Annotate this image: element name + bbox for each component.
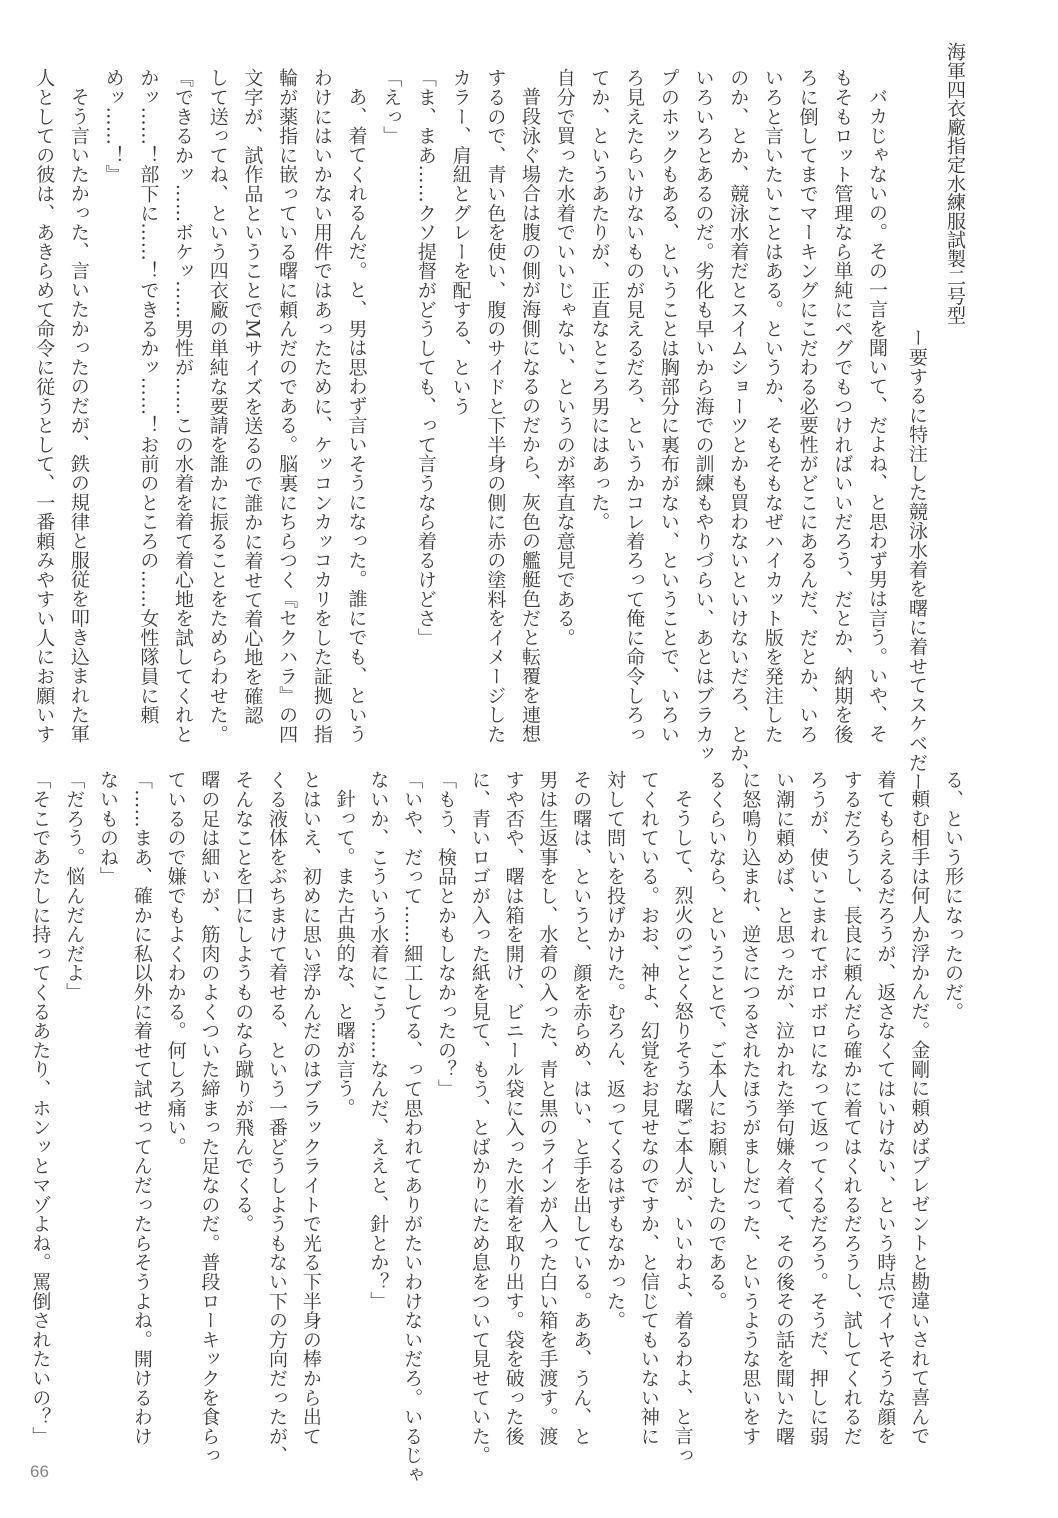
text-line: 針って。また古典的な、と曙が言う。 [333,789,356,1118]
text-line: 「だろう。悩んだんだよ」 [63,770,86,1002]
text-line: てくれている。おお、神よ、幻覚をお見せなのですか、と信じてもいない神に [637,770,660,1446]
text-line: いろいろとあるのだ。劣化も早いから海での訓練もやりづらい、あとはブラカッ [692,68,715,763]
text-line: 男は生返事をし、水着の入った、青と黒のラインが入った白い箱を手渡す。渡 [536,770,559,1446]
text-line: めッ……！』 [102,68,125,184]
text-line: 自分で買った水着でいいじゃない、というのが率直な意見である。 [553,68,576,647]
text-line: 『できるかッ……ボケッ……男性が……この水着を着て着心地を試してくれと [172,68,194,744]
text-line: くる液体をぶちまけて着せる、という一番どうしようもない下の方向だったが、 [266,770,288,1465]
text-line: ないか、こういう水着にこう……なんだ、ええと、針とか？」 [367,770,390,1311]
text-line: 普段泳ぐ場合は腹の側が海側になるのだから、灰色の艦艇色だと転覆を連想 [519,87,541,744]
upper-text-block [20,40,972,792]
page-number: 66 [30,1462,49,1481]
text-line: 対して問いを投げかけた。むろん、返ってくるはずもなかった。 [604,770,626,1330]
text-line: そうして、烈火のごとく怒りそうな曙ご本人が、いいわよ、着るわよ、と言っ [671,789,694,1465]
text-line: して送ってね、という四衣廠の単純な要請を誰かに振ることをためらわせた。 [206,68,229,744]
text-line: プのホックもある、ということは胸部分に裏布がない、ということで、いろい [657,68,680,744]
text-line: ないものね」 [97,770,119,886]
text-line: るくらいなら、ということで、ご本人にお願いしたのである。 [705,770,728,1311]
text-line: 「いや、だって……細工してる、って思われてありがたいわけないだろ。いるじゃ [401,770,424,1485]
text-line: てか、というあたりが、正直なところ男にはあった。 [588,68,611,532]
text-line: かッ……！部下に……！できるかッ……！お前のところの……女性隊員に頼 [137,68,160,725]
text-line: ろ見えたらいけないものが見えるだろ、というかコレ着ろって俺に命令しろっ [623,68,646,744]
text-line: 「もう、検品とかもしなかったの？」 [435,770,457,1099]
text-line: ているので嫌でもよくわかる。何しろ痛い。 [164,770,187,1156]
text-line: カラー、肩紐とグレーを配する、という [449,68,472,416]
text-line: に、青いロゴが入った紙を見て、もう、とばかりにため息をついて見せていた。 [468,770,491,1465]
text-line: するだろうし、長良に頼んだら確かに着てはくれるだろうし、試してくれるだ [840,770,863,1446]
text-line: る、という形になったのだ。 [942,770,964,1021]
text-line: 頼む相手は何人か浮かんだ。金剛に頼めばプレゼントと勘違いされて喜んで [908,789,931,1446]
text-line: その曙は、というと、顔を赤らめ、はい、と手を出している。ああ、うん、と [570,770,593,1446]
text-line: 「えっ」 [380,68,403,146]
text-line: 輪が薬指に嵌っている曙に頼んだのである。脳裏にちらつく『セクハラ』の四 [276,68,299,744]
text-line: ろに倒してまでマーキングにこだわる必要性がどこにあるんだ、だとか、いろ [796,68,819,744]
text-line: 着てもらえるだろうが、返さなくてはいけない、という時点でイヤそうな顔を [874,770,897,1446]
story-title: 海軍四衣廠指定水練服試製二号型 [944,42,966,325]
text-line: い潮に頼めば、と思ったが、泣かれた挙句嫌々着て、その後その話を聞いた曙 [773,770,795,1446]
text-line: 人としての彼は、あきらめて命令に従うとして、一番頼みやすい人にお願いす [33,68,56,744]
text-line: 文字が、試作品ということでMサイズを送るので誰かに着せて着心地を確認 [241,68,264,725]
text-line: 「……まあ、確かに私以外に着せて試せってんだったらそうよね。開けるわけ [130,770,153,1446]
text-line: わけにはいかない用件ではあったために、ケッコンカッコカリをした証拠の指 [310,68,333,744]
text-line: 「ま、まあ……クソ提督がどうしても、って言うなら着るけどさ」 [414,68,437,647]
text-line: とはいえ、初めに思い浮かんだのはブラックライトで光る下半身の棒から出て [299,770,322,1446]
text-line: バカじゃないの。その一言を聞いて、だよね、と思わず男は言う。いや、そ [866,87,888,744]
text-line: するので、青い色を使い、腹のサイドと下半身の側に赤の塗料をイメージした [484,68,507,744]
story-subtitle: ー要するに特注した競泳水着を曙に着せてスケベだー [906,328,928,792]
text-line: そんなことを口にしようものなら蹴りが飛んでくる。 [232,770,255,1234]
text-line: そう言いたかった、言いたかったのだが、鉄の規律と服従を叩き込まれた軍 [67,87,90,744]
text-line: すや否や、曙は箱を開け、ビニール袋に入った水着を取り出す。袋を破った後 [502,770,525,1446]
text-line: のか、とか、競泳水着だとスイムショーツとかも買わないといけないだろ、とか、 [727,68,750,783]
text-line: 曙の足は細いが、筋肉のよくついた締まった足なのだ。普段ローキックを食らっ [198,770,221,1465]
text-line: 「そこであたしに持ってくるあたり、ホンッとマゾよね。罵倒されたいの？」 [29,770,52,1446]
text-line: もそもロット管理なら単純にペグでもつければいいだろう、だとか、納期を後 [831,68,854,744]
text-line: いろと言いたいことはある。というか、そもそもなぜハイカット版を発注した [761,68,784,744]
text-line: あ、着てくれるんだ。と、男は思わず言いそうになった。誰にでも、という [345,87,368,744]
text-line: に怒鳴り込まれ、逆さにつるされたほうがましだった、というような思いをす [739,770,762,1446]
text-line: ろうが、使いこまれてボロボロになって返ってくるだろう。そうだ、押しに弱 [806,770,829,1446]
